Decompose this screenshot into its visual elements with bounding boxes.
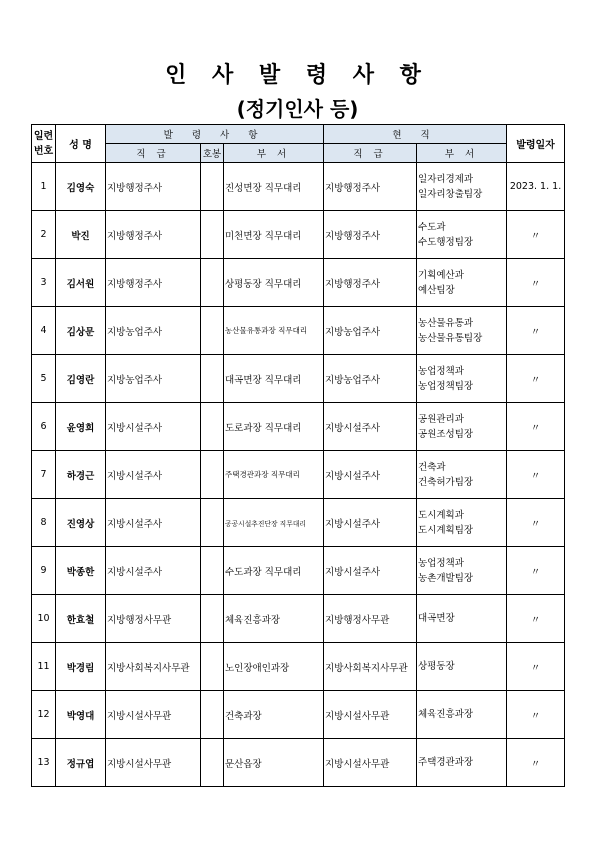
- dept-cell: 체육진흥과장: [224, 595, 324, 643]
- table-row: [32, 643, 565, 691]
- grade-cell: 지방사회복지사무관: [106, 643, 201, 691]
- table-row: [32, 451, 565, 499]
- dept-cell: 대곡면장 직무대리: [224, 355, 324, 403]
- step-cell: [201, 403, 224, 451]
- date-cell: 〃: [507, 739, 565, 787]
- name-cell: 박영대: [56, 691, 106, 739]
- current-dept-line: 농업정책과: [418, 557, 464, 569]
- current-dept-line: 건축허가팀장: [418, 476, 474, 488]
- step-cell: [201, 499, 224, 547]
- step-cell: [201, 547, 224, 595]
- name-cell: 하경근: [56, 451, 106, 499]
- current-grade-cell: 지방행정주사: [324, 211, 417, 259]
- name-cell: 정규엽: [56, 739, 106, 787]
- current-dept-line: 도시계획팀장: [418, 524, 474, 536]
- header-cur-dept: 부 서: [417, 144, 507, 163]
- current-grade-cell: 지방시설주사: [324, 403, 417, 451]
- current-dept-line: 농촌개발팀장: [418, 572, 474, 584]
- document-subtitle: (정기인사 등): [236, 97, 359, 121]
- date-cell: 〃: [507, 403, 565, 451]
- current-dept-cell: [417, 307, 507, 355]
- current-dept-line: 농산물유통과: [418, 317, 474, 329]
- current-dept-cell: [417, 211, 507, 259]
- current-dept-line: 체육진흥과장: [418, 709, 474, 720]
- step-cell: [201, 163, 224, 211]
- current-grade-cell: 지방시설주사: [324, 499, 417, 547]
- dept-cell: 공공시설추진단장 직무대리: [224, 499, 324, 547]
- header-date: 발령일자: [507, 125, 565, 163]
- grade-cell: 지방행정주사: [106, 163, 201, 211]
- dept-cell: 진성면장 직무대리: [224, 163, 324, 211]
- name-cell: 김영란: [56, 355, 106, 403]
- current-dept-line: 도시계획과: [418, 509, 464, 521]
- dept-cell: 상평동장 직무대리: [224, 259, 324, 307]
- header-serial: 일련 번호: [32, 125, 56, 163]
- grade-cell: 지방시설사무관: [106, 691, 201, 739]
- header-dept: 부 서: [224, 144, 324, 163]
- serial-cell: 12: [32, 691, 56, 739]
- name-cell: 진영상: [56, 499, 106, 547]
- dept-cell: 노인장애인과장: [224, 643, 324, 691]
- table-row: [32, 691, 565, 739]
- header-cur-grade: 직 급: [324, 144, 417, 163]
- current-grade-cell: 지방농업주사: [324, 355, 417, 403]
- current-dept-cell: [417, 547, 507, 595]
- date-cell: 〃: [507, 643, 565, 691]
- table-row: [32, 595, 565, 643]
- step-cell: [201, 355, 224, 403]
- name-cell: 김상문: [56, 307, 106, 355]
- header-grade: 직 급: [106, 144, 201, 163]
- table-row: [32, 355, 565, 403]
- step-cell: [201, 307, 224, 355]
- date-cell: 〃: [507, 451, 565, 499]
- table-row: [32, 211, 565, 259]
- grade-cell: 지방시설주사: [106, 451, 201, 499]
- step-cell: [201, 451, 224, 499]
- current-dept-line: 상평동장: [418, 661, 455, 672]
- table-row: [32, 259, 565, 307]
- current-dept-line: 공원관리과: [418, 413, 464, 425]
- name-cell: 한효철: [56, 595, 106, 643]
- table-row: [32, 163, 565, 211]
- table-row: [32, 739, 565, 787]
- grade-cell: 지방행정사무관: [106, 595, 201, 643]
- current-grade-cell: 지방시설사무관: [324, 691, 417, 739]
- name-cell: 박진: [56, 211, 106, 259]
- current-dept-cell: [417, 499, 507, 547]
- date-cell: 〃: [507, 547, 565, 595]
- step-cell: [201, 739, 224, 787]
- current-dept-cell: [417, 355, 507, 403]
- current-grade-cell: 지방행정주사: [324, 259, 417, 307]
- serial-cell: 9: [32, 547, 56, 595]
- date-cell: 〃: [507, 355, 565, 403]
- current-grade-cell: 지방시설주사: [324, 451, 417, 499]
- grade-cell: 지방행정주사: [106, 211, 201, 259]
- step-cell: [201, 259, 224, 307]
- current-dept-line: 기획예산과: [418, 269, 464, 281]
- current-dept-cell: [417, 595, 507, 643]
- current-grade-cell: 지방사회복지사무관: [324, 643, 417, 691]
- current-dept-line: 예산팀장: [418, 284, 455, 296]
- date-cell: 2023. 1. 1.: [507, 163, 565, 211]
- current-grade-cell: 지방농업주사: [324, 307, 417, 355]
- header-step: 호봉: [201, 144, 224, 163]
- current-dept-line: 주택경관과장: [418, 757, 474, 768]
- dept-cell: 도로과장 직무대리: [224, 403, 324, 451]
- step-cell: [201, 691, 224, 739]
- current-dept-cell: [417, 259, 507, 307]
- current-dept-cell: [417, 643, 507, 691]
- grade-cell: 지방시설사무관: [106, 739, 201, 787]
- grade-cell: 지방시설주사: [106, 499, 201, 547]
- dept-cell: 건축과장: [224, 691, 324, 739]
- serial-cell: 5: [32, 355, 56, 403]
- serial-cell: 2: [32, 211, 56, 259]
- dept-cell: 문산읍장: [224, 739, 324, 787]
- header-appointment: 발 령 사 항: [106, 125, 324, 144]
- name-cell: 김서원: [56, 259, 106, 307]
- current-dept-line: 농업정책과: [418, 365, 464, 377]
- header-name: 성 명: [56, 125, 106, 163]
- serial-cell: 4: [32, 307, 56, 355]
- table-row: [32, 307, 565, 355]
- grade-cell: 지방시설주사: [106, 547, 201, 595]
- name-cell: 박종한: [56, 547, 106, 595]
- current-dept-line: 농업정책팀장: [418, 380, 474, 392]
- grade-cell: 지방농업주사: [106, 307, 201, 355]
- grade-cell: 지방농업주사: [106, 355, 201, 403]
- grade-cell: 지방시설주사: [106, 403, 201, 451]
- serial-cell: 11: [32, 643, 56, 691]
- name-cell: 김영숙: [56, 163, 106, 211]
- date-cell: 〃: [507, 691, 565, 739]
- dept-cell: 농산물유통과장 직무대리: [224, 307, 324, 355]
- step-cell: [201, 211, 224, 259]
- table-row: [32, 499, 565, 547]
- appointment-table: [31, 124, 565, 787]
- serial-cell: 10: [32, 595, 56, 643]
- current-dept-cell: [417, 403, 507, 451]
- current-dept-line: 공원조성팀장: [418, 428, 474, 440]
- current-grade-cell: 지방행정주사: [324, 163, 417, 211]
- current-dept-line: 일자리창출팀장: [418, 188, 483, 200]
- grade-cell: 지방행정주사: [106, 259, 201, 307]
- serial-cell: 7: [32, 451, 56, 499]
- date-cell: 〃: [507, 595, 565, 643]
- current-dept-cell: [417, 739, 507, 787]
- current-grade-cell: 지방시설사무관: [324, 739, 417, 787]
- name-cell: 박경림: [56, 643, 106, 691]
- serial-cell: 6: [32, 403, 56, 451]
- current-grade-cell: 지방행정사무관: [324, 595, 417, 643]
- current-dept-line: 일자리경제과: [418, 173, 474, 185]
- serial-cell: 8: [32, 499, 56, 547]
- date-cell: 〃: [507, 211, 565, 259]
- current-dept-line: 수도행정팀장: [418, 236, 474, 248]
- table-row: [32, 547, 565, 595]
- current-grade-cell: 지방시설주사: [324, 547, 417, 595]
- dept-cell: 주택경관과장 직무대리: [224, 451, 324, 499]
- dept-cell: 미천면장 직무대리: [224, 211, 324, 259]
- table-row: [32, 403, 565, 451]
- current-dept-line: 대곡면장: [418, 613, 455, 624]
- current-dept-line: 건축과: [418, 461, 446, 473]
- document-title: 인 사 발 령 사 항: [165, 63, 430, 88]
- current-dept-line: 농산물유통팀장: [418, 332, 483, 344]
- serial-cell: 3: [32, 259, 56, 307]
- current-dept-cell: [417, 163, 507, 211]
- date-cell: 〃: [507, 259, 565, 307]
- header-current: 현 직: [324, 125, 507, 144]
- date-cell: 〃: [507, 499, 565, 547]
- current-dept-line: 수도과: [418, 221, 446, 233]
- dept-cell: 수도과장 직무대리: [224, 547, 324, 595]
- step-cell: [201, 643, 224, 691]
- serial-cell: 13: [32, 739, 56, 787]
- name-cell: 윤영희: [56, 403, 106, 451]
- current-dept-cell: [417, 451, 507, 499]
- current-dept-cell: [417, 691, 507, 739]
- step-cell: [201, 595, 224, 643]
- date-cell: 〃: [507, 307, 565, 355]
- serial-cell: 1: [32, 163, 56, 211]
